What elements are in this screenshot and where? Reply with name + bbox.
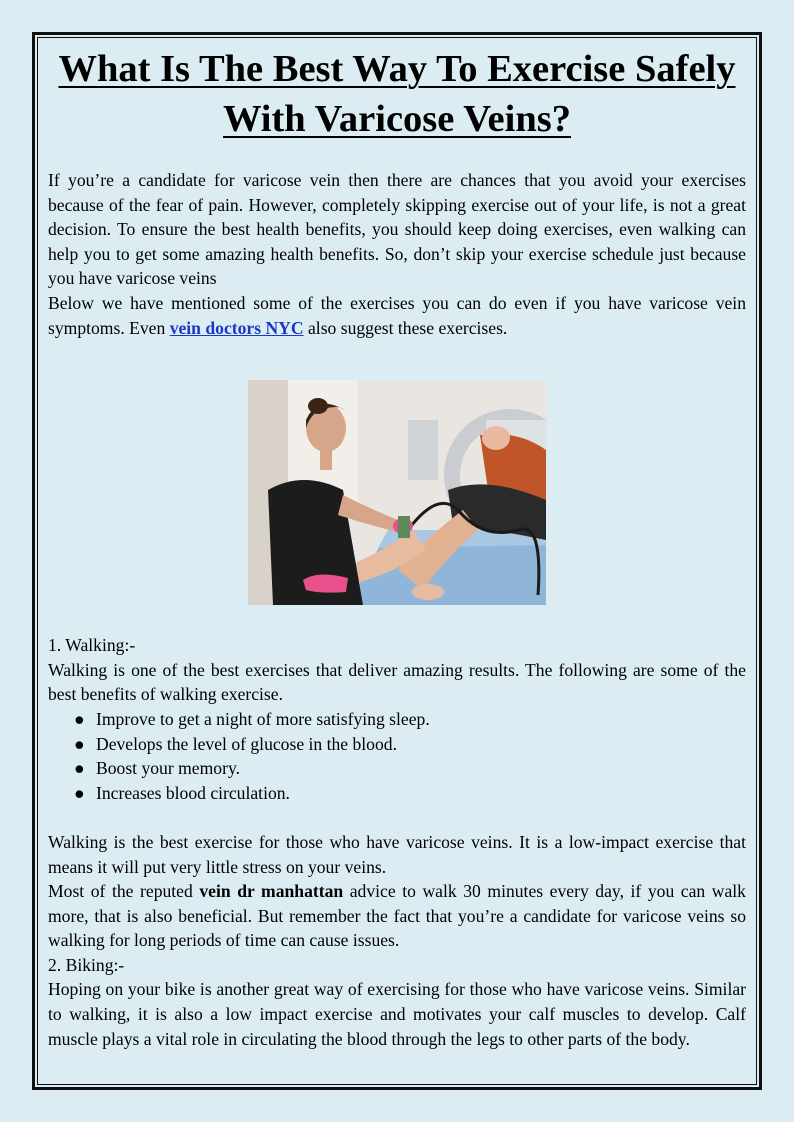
- bullet-icon: ●: [74, 758, 85, 779]
- list-item: ● Develops the level of glucose in the blood.: [96, 732, 746, 757]
- document-body: [48, 44, 746, 1051]
- page-title: [48, 44, 746, 144]
- walking-benefits-list: [48, 707, 746, 805]
- photo-icon: [248, 380, 546, 605]
- vein-dr-manhattan-keyword: vein dr manhattan: [199, 881, 344, 902]
- list-item: ● Improve to get a night of more satisfying sleep.: [96, 707, 746, 732]
- list-item: ● Boost your memory.: [96, 756, 746, 781]
- title-line-2: With Varicose Veins?: [222, 98, 571, 140]
- bullet-icon: ●: [74, 733, 85, 754]
- vein-doctors-nyc-link[interactable]: vein doctors NYC: [169, 317, 304, 338]
- walking-paragraph-3: Most of the reputed vein dr manhattan advice to walk 30 minutes every day, if you can walk more, that is also beneficial. But remember the fact that you’re a candidate for varicose veins so walking for long periods of time can cause issues.: [48, 881, 746, 951]
- intro-paragraph-2: [48, 291, 746, 340]
- walking-paragraph-2: Walking is the best exercise for those who have varicose veins. It is a low-impact exercise that means it will put very little stress on your veins.: [48, 831, 746, 877]
- clinic-photo: [248, 380, 546, 605]
- bullet-icon: ●: [74, 782, 85, 803]
- walking-heading: 1. Walking:-: [48, 635, 136, 656]
- bullet-icon: ●: [74, 708, 85, 729]
- list-item: ● Increases blood circulation.: [96, 781, 746, 806]
- intro-text-after-link: also suggest these exercises.: [303, 317, 508, 338]
- biking-heading: 2. Biking:-: [48, 954, 125, 975]
- intro-text-before-link: Below we have mentioned some of the exercises you can do even if you have varicose vein symptoms. Even: [48, 292, 746, 338]
- intro-paragraph: If you’re a candidate for varicose vein then there are chances that you avoid your exercises because of the fear of pain. However, completely skipping exercise out of your life, is not a great decision. To ensure the best health benefits, you should keep doing exercises, even walking can help you to get some amazing health benefits. So, don’t skip your exercise schedule just because you have varicose veins: [48, 170, 746, 289]
- title-line-1: What Is The Best Way To Exercise Safely: [58, 48, 736, 90]
- walking-intro: Walking is one of the best exercises that deliver amazing results. The following are some of the best benefits of walking exercise.: [48, 659, 746, 705]
- biking-paragraph: Hoping on your bike is another great way of exercising for those who have varicose veins. Similar to walking, it is also a low impact exercise and motivates your calf muscles to develop. Calf muscle plays a vital role in circulating the blood through the legs to other parts of the body.: [48, 979, 746, 1049]
